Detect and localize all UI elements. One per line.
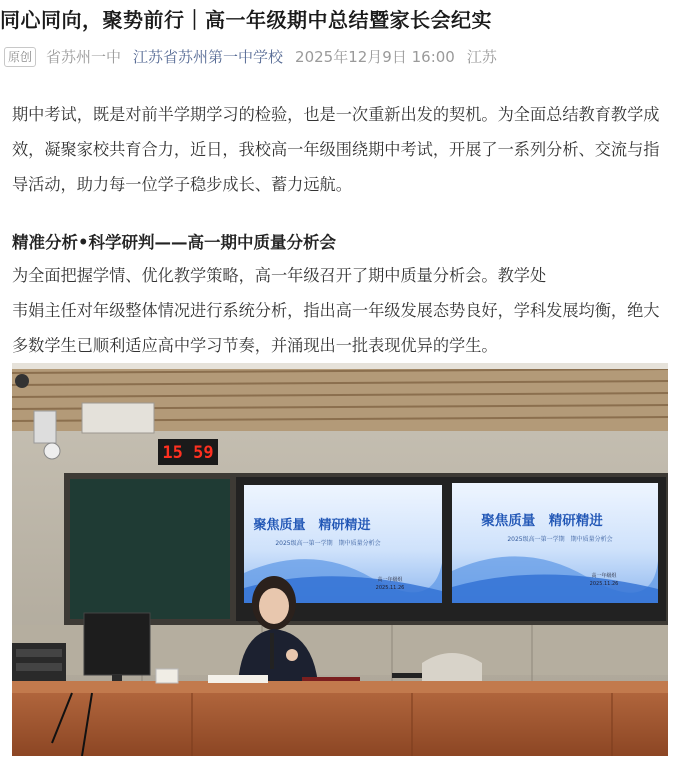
left-screen-date: 2025.11.26: [375, 585, 405, 591]
original-badge: 原创: [4, 47, 36, 67]
right-screen-title: 聚焦质量 精研精进: [481, 513, 603, 529]
publish-location: 江苏: [466, 48, 497, 66]
account-link[interactable]: 江苏省苏州第一中学校: [133, 48, 284, 66]
publish-date: 2025年12月9日 16:00: [295, 48, 455, 66]
author-name: 省苏州一中: [46, 48, 122, 66]
left-screen-subtitle: 2025级高一第一学期 期中质量分析会: [275, 540, 381, 547]
meeting-photo[interactable]: [12, 363, 668, 756]
left-screen-title: 聚焦质量 精研精进: [253, 518, 371, 533]
section-paragraph-line1: 为全面把握学情、优化教学策略，高一年级召开了期中质量分析会。教学处: [12, 266, 547, 285]
section-paragraph-line2: 韦娟主任对年级整体情况进行系统分析，指出高一年级发展态势良好，学科发展均衡，绝大多数学生已顺利适应高中学习节奏，并涌现出一批表现优异的学生。: [12, 301, 660, 355]
article-title: 同心同向，聚势前行｜高一年级期中总结暨家长会纪实: [0, 8, 492, 32]
section-paragraph: [12, 258, 672, 363]
left-screen-org: 高一年级组: [377, 577, 403, 583]
section-heading: 精准分析•科学研判——高一期中质量分析会: [12, 233, 337, 252]
wall-clock-digits: 15 59: [162, 443, 214, 463]
right-screen-org: 高一年级组: [591, 573, 617, 579]
meeting-photo-scene: [12, 363, 668, 756]
intro-paragraph: 期中考试，既是对前半学期学习的检验，也是一次重新出发的契机。为全面总结教育教学成效，凝聚家校共育合力，近日，我校高一年级围绕期中考试，开展了一系列分析、交流与指导活动，助力每一位学子稳步成长、蓄力远航。: [12, 105, 660, 194]
right-screen-date: 2025.11.26: [589, 581, 619, 587]
right-screen-subtitle: 2025级高一第一学期 期中质量分析会: [507, 536, 613, 543]
article-meta: [4, 46, 497, 67]
